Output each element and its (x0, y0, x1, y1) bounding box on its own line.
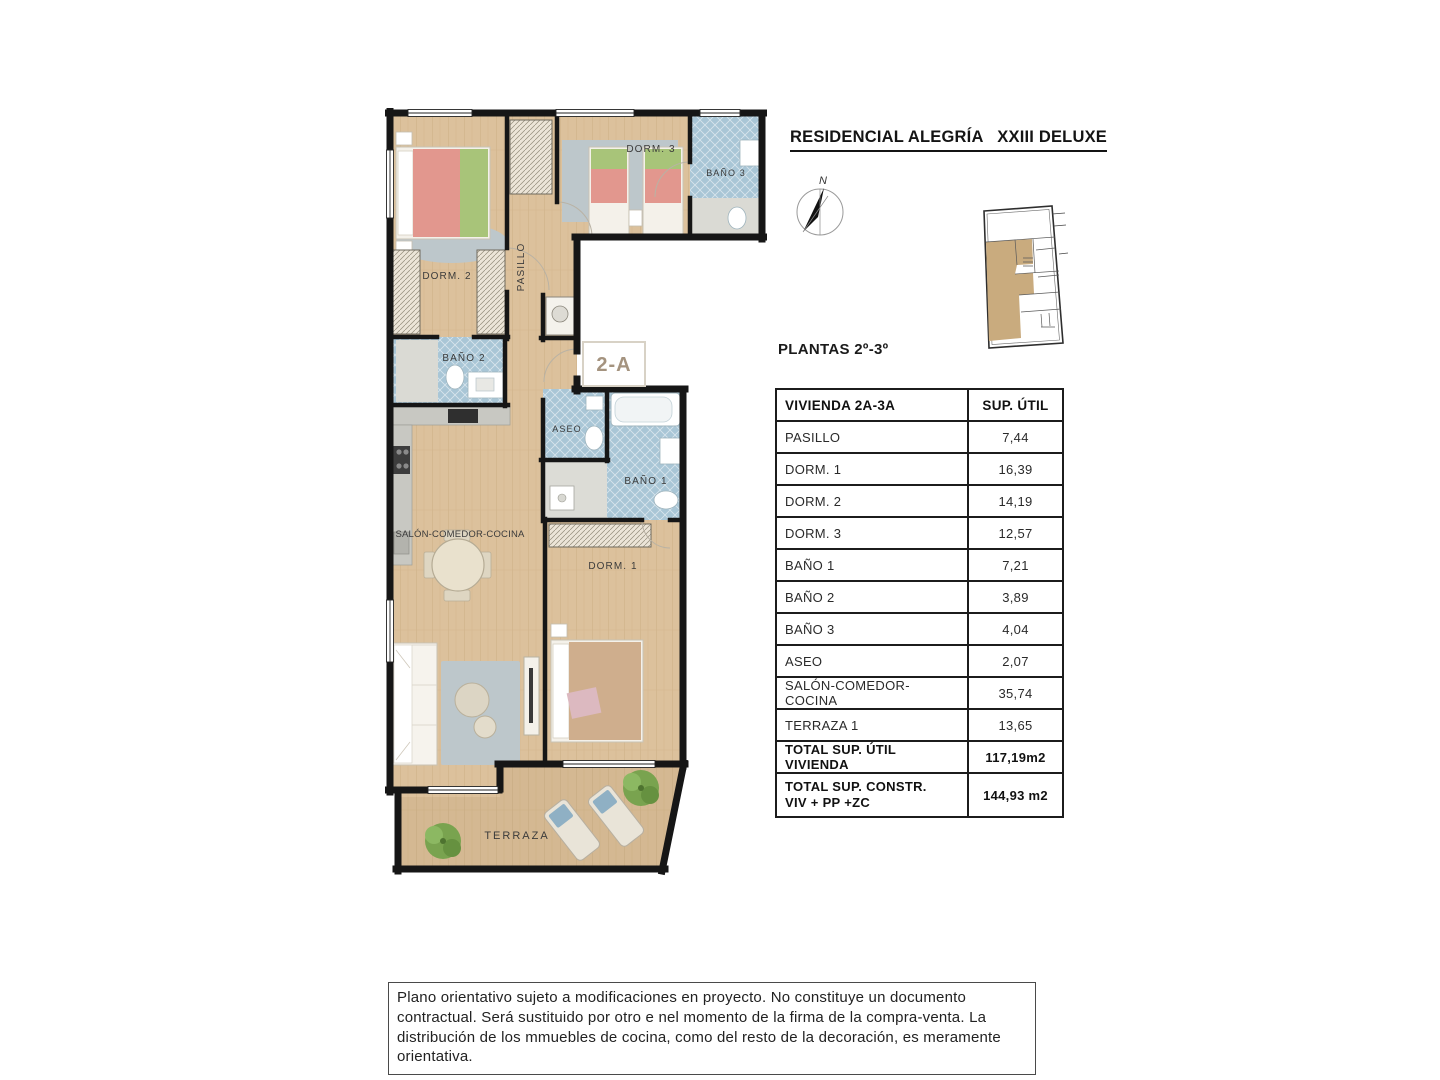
table-row (776, 677, 1063, 709)
row-value: 7,21 (968, 549, 1063, 581)
room-label-dorm3: DORM. 3 (626, 144, 676, 155)
pouf-large (455, 683, 489, 717)
table-total-constr-row (776, 773, 1063, 817)
dorm2-wardrobe-right (477, 250, 505, 334)
plant-left (425, 823, 461, 859)
table-row (776, 581, 1063, 613)
bano3-toilet (728, 207, 746, 229)
row-value: 13,65 (968, 709, 1063, 741)
table-row (776, 485, 1063, 517)
bano1-toilet (654, 491, 678, 509)
table-row (776, 421, 1063, 453)
floor-plan (385, 108, 767, 876)
dorm2-wardrobe-left (392, 250, 420, 334)
pouf-small (474, 716, 496, 738)
row-name: DORM. 2 (776, 485, 968, 517)
row-name: BAÑO 2 (776, 581, 968, 613)
disclaimer-box: Plano orientativo sujeto a modificaciones en proyecto. No constituye un documento contractual. Será sustituido por otro e nel momento de la firma de la compra-venta. La distribución de los mmuebles de cocina, como del resto de la decoración, es meramente orientativa. (388, 982, 1036, 1075)
table-row (776, 709, 1063, 741)
table-row (776, 549, 1063, 581)
row-name: DORM. 1 (776, 453, 968, 485)
dorm3-bed-1 (589, 147, 629, 237)
table-row (776, 613, 1063, 645)
row-value: 4,04 (968, 613, 1063, 645)
area-table (775, 388, 1064, 818)
total-name-line1: TOTAL SUP. CONSTR. (785, 778, 927, 794)
table-total-util-row (776, 741, 1063, 773)
row-name: BAÑO 1 (776, 549, 968, 581)
row-value: 2,07 (968, 645, 1063, 677)
bano1-sink (660, 438, 680, 464)
room-label-bano1: BAÑO 1 (624, 476, 668, 487)
sheet-title: RESIDENCIAL ALEGRÍA XXIII DELUXE (790, 128, 1107, 152)
building-locator-map (975, 202, 1070, 352)
room-label-terraza: TERRAZA (484, 830, 550, 842)
unit-badge (583, 342, 645, 386)
bano1-shower-sink (550, 486, 574, 510)
table-header-row (776, 389, 1063, 421)
unit-badge-label: 2-A (596, 354, 632, 376)
total-name-line2: VIV + PP +ZC (785, 795, 871, 810)
row-value: 14,19 (968, 485, 1063, 517)
room-label-dorm2: DORM. 2 (422, 271, 472, 282)
row-name: ASEO (776, 645, 968, 677)
row-value: 35,74 (968, 677, 1063, 709)
room-label-bano3: BAÑO 3 (706, 168, 746, 178)
table-row (776, 645, 1063, 677)
bano3-sink (740, 140, 759, 166)
row-name: SALÓN-COMEDOR-COCINA (776, 677, 968, 709)
bano3-shower-tray (692, 198, 760, 236)
total-value: 144,93 m2 (968, 773, 1063, 817)
table-row (776, 517, 1063, 549)
dorm1-closet (549, 524, 651, 547)
total-name: TOTAL SUP. ÚTIL VIVIENDA (776, 741, 968, 773)
row-name: BAÑO 3 (776, 613, 968, 645)
total-value: 117,19m2 (968, 741, 1063, 773)
row-name: TERRAZA 1 (776, 709, 968, 741)
row-name: PASILLO (776, 421, 968, 453)
aseo-toilet (585, 426, 603, 450)
plant-right (623, 770, 659, 806)
room-label-bano2: BAÑO 2 (442, 353, 486, 364)
row-name: DORM. 3 (776, 517, 968, 549)
table-header-value: SUP. ÚTIL (968, 389, 1063, 421)
pasillo-closet (510, 120, 552, 194)
row-value: 16,39 (968, 453, 1063, 485)
dorm2-bed (396, 132, 490, 254)
room-label-aseo: ASEO (552, 424, 582, 434)
tv-bench (524, 657, 539, 735)
row-value: 12,57 (968, 517, 1063, 549)
total-name (776, 773, 968, 817)
aseo-sink (586, 396, 603, 410)
compass-needle (803, 188, 824, 232)
sofa (392, 643, 437, 765)
table-row (776, 453, 1063, 485)
row-value: 7,44 (968, 421, 1063, 453)
plantas-label: PLANTAS 2º-3º (778, 341, 889, 358)
bano2-shower-tray (396, 340, 438, 402)
bano1-bathtub (611, 393, 680, 426)
dorm3-bed-2 (643, 147, 683, 237)
room-label-pasillo: PASILLO (516, 242, 527, 292)
bano2-toilet (446, 365, 464, 389)
room-label-salon: SALÓN-COMEDOR-COCINA (395, 529, 525, 540)
table-header-name: VIVIENDA 2A-3A (776, 389, 968, 421)
room-label-dorm1: DORM. 1 (588, 561, 638, 572)
laundry-machine (546, 297, 575, 335)
dorm1-bed (551, 624, 643, 742)
row-value: 3,89 (968, 581, 1063, 613)
compass (788, 172, 858, 244)
dorm3-nightstand (629, 210, 642, 226)
compass-north-label: N (819, 175, 827, 187)
